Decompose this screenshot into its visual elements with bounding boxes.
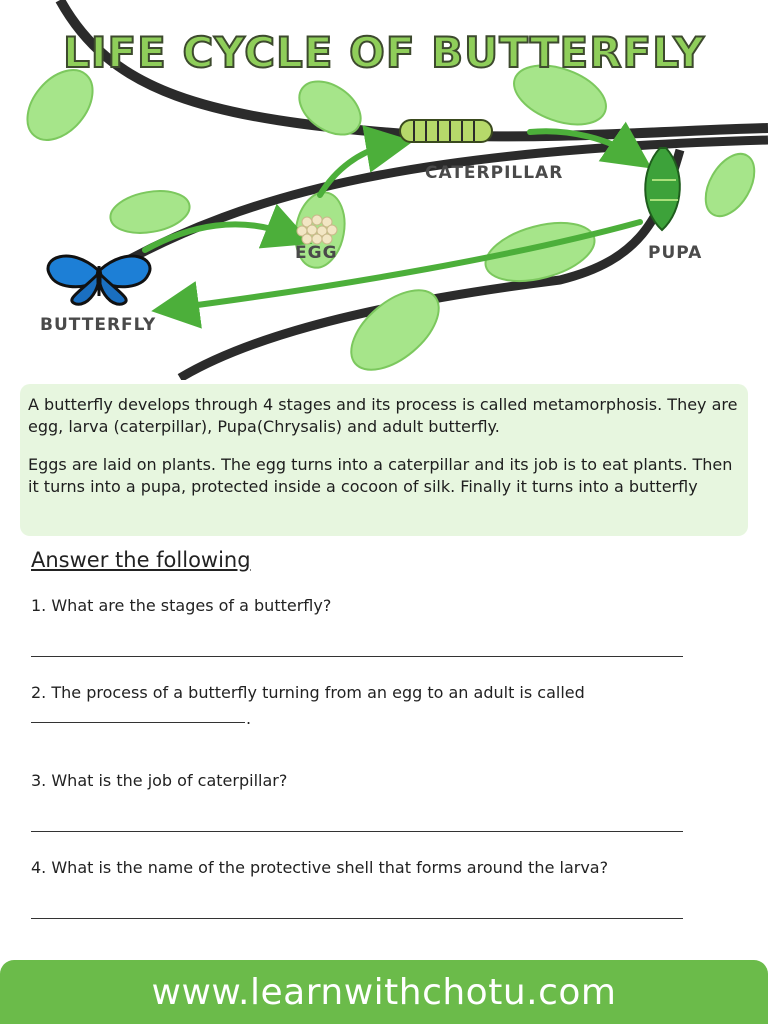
question-1: 1. What are the stages of a butterfly? <box>31 596 332 615</box>
answer-line-3[interactable] <box>31 831 683 832</box>
stage-label-caterpillar: CATERPILLAR <box>425 163 564 183</box>
egg-cluster <box>297 215 337 244</box>
question-2: 2. The process of a butterfly turning from an egg to an adult is called <box>31 683 585 702</box>
answer-blank-2[interactable] <box>31 722 245 723</box>
stage-label-egg: EGG <box>295 243 338 263</box>
answer-line-4[interactable] <box>31 918 683 919</box>
caterpillar <box>400 120 492 142</box>
info-paragraph-2: Eggs are laid on plants. The egg turns into a caterpillar and its job is to eat plants. Then it turns into a pupa, protected inside a cocoon of silk. Finally it turns into a butterfly <box>28 455 733 496</box>
question-3: 3. What is the job of caterpillar? <box>31 771 288 790</box>
section-heading: Answer the following <box>31 548 251 572</box>
page-title: LIFE CYCLE OF BUTTERFLY <box>63 28 705 77</box>
stage-label-pupa: PUPA <box>648 243 703 263</box>
answer-line-1[interactable] <box>31 656 683 657</box>
info-box <box>20 384 748 536</box>
footer-url[interactable]: www.learnwithchotu.com <box>151 971 617 1013</box>
footer-banner <box>0 960 768 1024</box>
stage-label-butterfly: BUTTERFLY <box>40 315 157 335</box>
question-2-suffix: . <box>246 709 252 728</box>
lower-branch <box>180 150 680 378</box>
butterfly <box>48 256 150 304</box>
question-4: 4. What is the name of the protective shell that forms around the larva? <box>31 858 609 877</box>
info-paragraph-1: A butterfly develops through 4 stages and its process is called metamorphosis. They are egg, larva (caterpillar), Pupa(Chrysalis) and adult butterfly. <box>28 395 738 436</box>
